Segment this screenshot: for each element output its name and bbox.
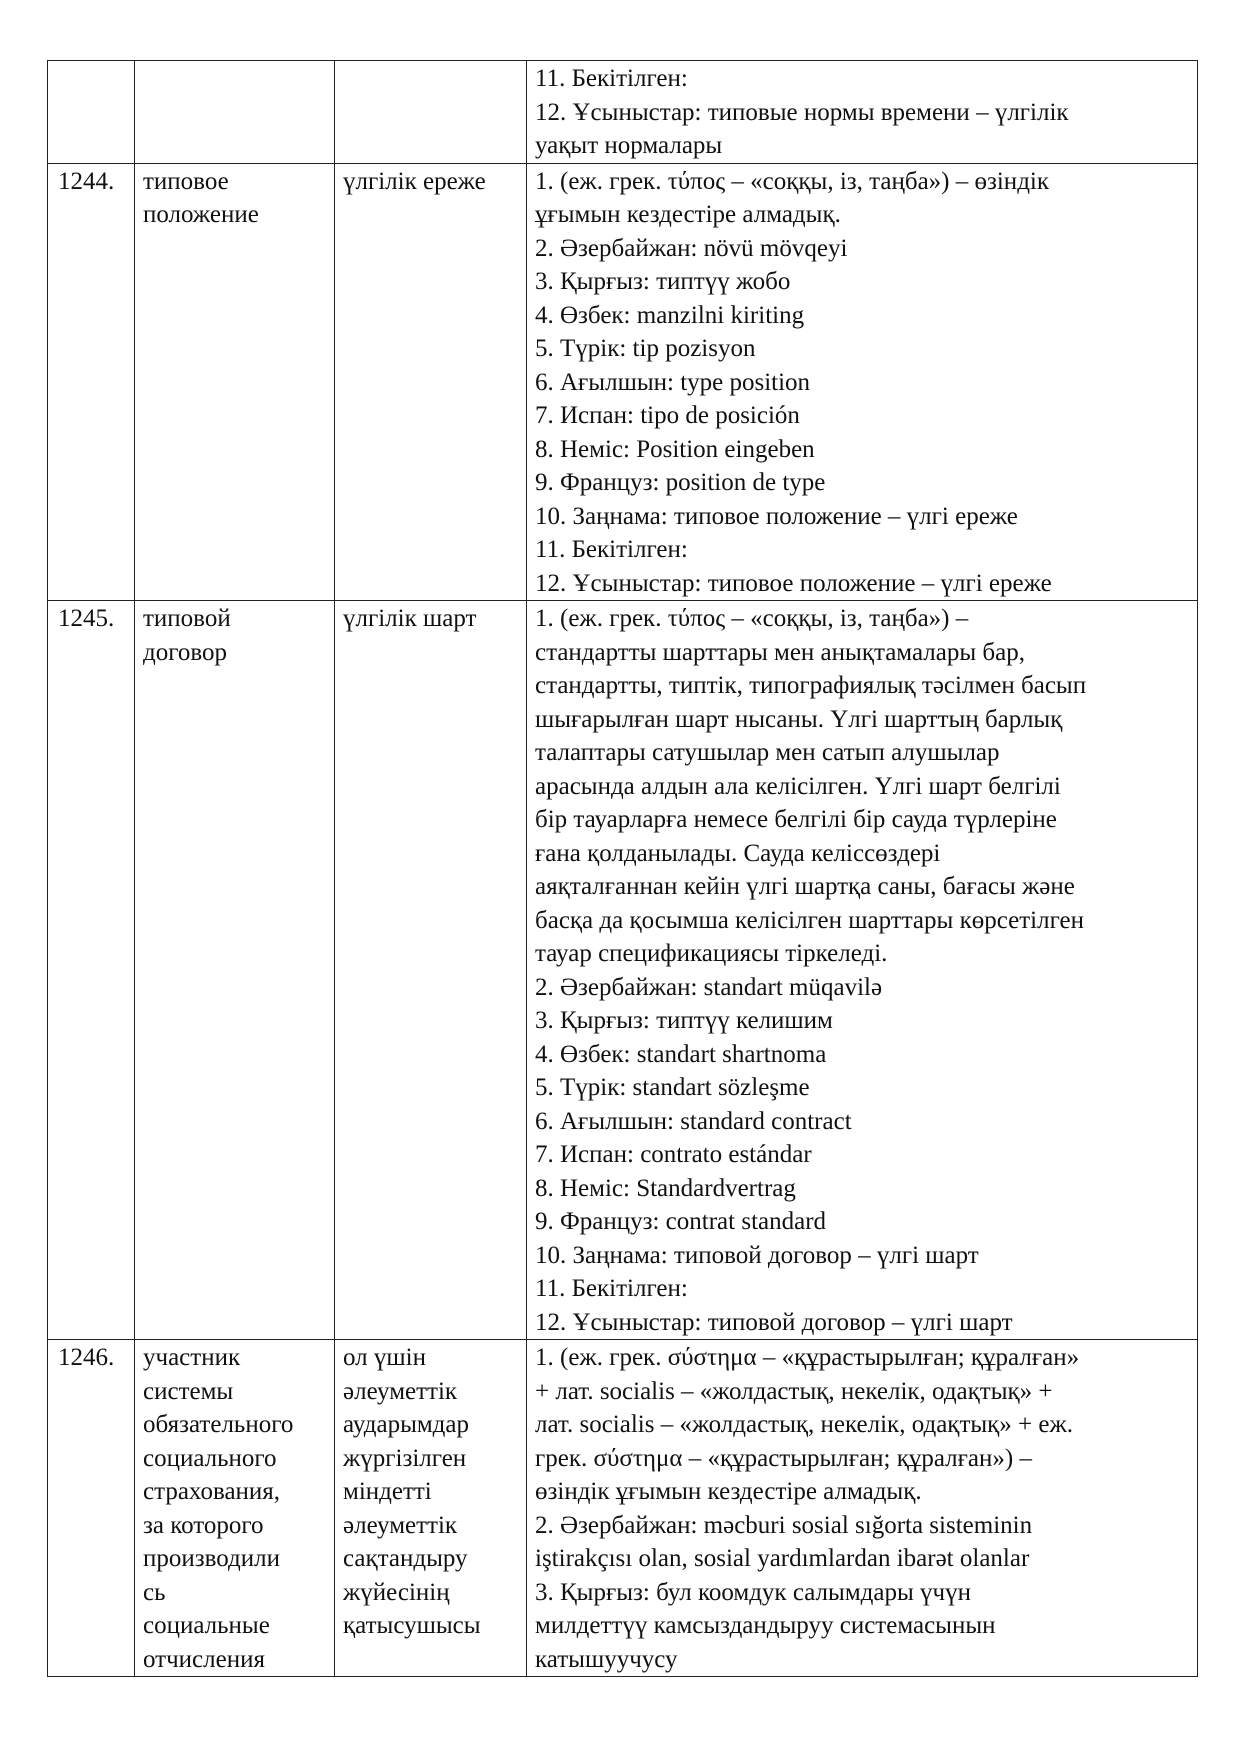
term-ru-cell	[135, 163, 335, 601]
details-cell	[527, 61, 1198, 164]
term-ru-line: договор	[143, 638, 227, 666]
term-ru-line: положение	[143, 201, 259, 228]
table-row	[48, 601, 1198, 1340]
details-line: катышуучусу	[535, 1645, 678, 1673]
entry-number-cell	[48, 601, 135, 1340]
term-kz-cell	[335, 61, 527, 164]
glossary-table	[47, 60, 1198, 1677]
term-kz-line: әлеуметтік	[343, 1377, 458, 1405]
details-line: 2. Әзербайжан: standart müqavilə	[535, 973, 883, 1001]
details-line: 5. Түрік: standart sözleşme	[535, 1074, 810, 1101]
term-kz-line: аударымдар	[343, 1411, 470, 1438]
table-row	[48, 61, 1198, 164]
term-kz-cell	[335, 1340, 527, 1677]
details-line: грек. σύστημα – «құрастырылған; құралған») –	[535, 1444, 1032, 1472]
details-line: 11. Бекітілген:	[535, 536, 688, 563]
details-line: 1. (еж. грек. τύπος – «соққы, із, таңба») –	[535, 605, 969, 632]
glossary-table-body	[48, 61, 1198, 1677]
table-row	[48, 1340, 1198, 1677]
details-line: 11. Бекітілген:	[535, 65, 688, 92]
details-line: арасында алдын ала келісілген. Үлгі шарт белгілі	[535, 772, 1061, 800]
details-cell	[527, 163, 1198, 601]
term-ru-cell	[135, 1340, 335, 1677]
details-line: тауар спецификациясы тіркеледі.	[535, 940, 888, 967]
details-line: 10. Заңнама: типовое положение – үлгі ереже	[535, 502, 1018, 530]
term-ru-line: обязательного	[143, 1411, 294, 1438]
details-line: милдеттүү камсыздандыруу системасынын	[535, 1612, 996, 1639]
entry-number-cell	[48, 1340, 135, 1677]
details-line: 11. Бекітілген:	[535, 1275, 688, 1302]
details-line: лат. socialis – «жолдастық, некелік, одақтық» + еж.	[535, 1411, 1074, 1438]
term-kz-line: ол үшін	[343, 1344, 426, 1371]
details-line: 2. Әзербайжан: məcburi sosial sığorta sisteminin	[535, 1511, 1033, 1539]
term-kz-cell	[335, 163, 527, 601]
entry-number: 1245.	[58, 605, 115, 632]
details-line: бір тауарларға немесе белгілі бір сауда түрлеріне	[535, 806, 1057, 833]
term-ru-line: за которого	[143, 1511, 264, 1539]
details-line: өзіндік ұғымын кездестіре алмадық.	[535, 1478, 922, 1505]
details-line: ғана қолданылады. Сауда келіссөздері	[535, 839, 941, 867]
details-line: 12. Ұсыныстар: типовые нормы времени – үлгілік	[535, 98, 1069, 126]
details-line: 6. Ағылшын: standard contract	[535, 1107, 852, 1135]
entry-number: 1246.	[58, 1344, 115, 1371]
term-kz-line: жүйесінің	[343, 1578, 450, 1606]
details-line: басқа да қосымша келісілген шарттары көрсетілген	[535, 906, 1084, 934]
details-line: 5. Түрік: tip pozisyon	[535, 335, 756, 362]
details-line: 7. Испан: contrato estándar	[535, 1141, 812, 1168]
term-kz-line: міндетті	[343, 1478, 432, 1505]
entry-number-cell	[48, 163, 135, 601]
entry-number-cell	[48, 61, 135, 164]
details-line: iştirakçısı olan, sosial yardımlardan ibarət olanlar	[535, 1545, 1030, 1572]
details-line: 12. Ұсыныстар: типовой договор – үлгі шарт	[535, 1308, 1013, 1336]
term-kz-line: үлгілік шарт	[343, 605, 477, 632]
term-ru-line: социального	[143, 1444, 277, 1472]
details-line: 3. Қырғыз: типтүү жобо	[535, 268, 791, 295]
details-line: 10. Заңнама: типовой договор – үлгі шарт	[535, 1241, 979, 1269]
details-line: 9. Француз: contrat standard	[535, 1208, 827, 1235]
glossary-page	[47, 60, 1197, 1677]
details-line: ұғымын кездестіре алмадық.	[535, 201, 841, 228]
details-line: уақыт нормалары	[535, 132, 723, 159]
details-line: + лат. socialis – «жолдастық, некелік, одақтық» +	[535, 1377, 1053, 1405]
term-ru-line: сь	[143, 1578, 166, 1606]
details-line: 8. Неміс: Standardvertrag	[535, 1174, 796, 1202]
term-kz-cell	[335, 601, 527, 1340]
details-line: стандартты, типтік, типографиялық тәсілмен басып	[535, 672, 1087, 699]
details-line: талаптары сатушылар мен сатып алушылар	[535, 739, 1000, 766]
details-line: стандартты шарттары мен анықтамалары бар,	[535, 638, 1025, 666]
term-kz-line: қатысушысы	[343, 1612, 481, 1639]
details-line: 4. Өзбек: manzilni kiriting	[535, 301, 805, 329]
details-line: 3. Қырғыз: типтүү келишим	[535, 1007, 833, 1034]
details-cell	[527, 601, 1198, 1340]
term-kz-line: жүргізілген	[343, 1444, 467, 1472]
details-line: 6. Ағылшын: type position	[535, 368, 811, 396]
term-ru-cell	[135, 601, 335, 1340]
term-kz-line: үлгілік ереже	[343, 167, 486, 195]
details-line: 8. Неміс: Position eingeben	[535, 435, 815, 463]
details-cell	[527, 1340, 1198, 1677]
details-line: 1. (еж. грек. τύπος – «соққы, із, таңба») – өзіндік	[535, 167, 1050, 195]
term-ru-line: социальные	[143, 1612, 270, 1639]
term-ru-line: системы	[143, 1377, 234, 1405]
details-line: 4. Өзбек: standart shartnoma	[535, 1040, 827, 1068]
term-ru-line: страхования,	[143, 1478, 281, 1505]
entry-number: 1244.	[58, 167, 115, 195]
details-line: 12. Ұсыныстар: типовое положение – үлгі ереже	[535, 569, 1052, 597]
term-ru-line: участник	[143, 1344, 241, 1371]
details-line: аяқталғаннан кейін үлгі шартқа саны, бағасы және	[535, 873, 1075, 900]
term-ru-cell	[135, 61, 335, 164]
term-ru-line: отчисления	[143, 1645, 265, 1673]
term-ru-line: производили	[143, 1545, 280, 1572]
details-line: 1. (еж. грек. σύστημα – «құрастырылған; құралған»	[535, 1344, 1080, 1371]
term-ru-line: типовой	[143, 605, 231, 632]
term-kz-line: сақтандыру	[343, 1545, 468, 1572]
table-row	[48, 163, 1198, 601]
term-ru-line: типовое	[143, 167, 229, 195]
details-line: 9. Француз: position de type	[535, 469, 826, 496]
details-line: 3. Қырғыз: бул коомдук салымдары үчүн	[535, 1578, 971, 1606]
details-line: 7. Испан: tipo de posición	[535, 402, 800, 429]
details-line: шығарылған шарт нысаны. Үлгі шарттың барлық	[535, 705, 1063, 733]
term-kz-line: әлеуметтік	[343, 1511, 458, 1539]
details-line: 2. Әзербайжан: növü mövqeyi	[535, 234, 848, 262]
